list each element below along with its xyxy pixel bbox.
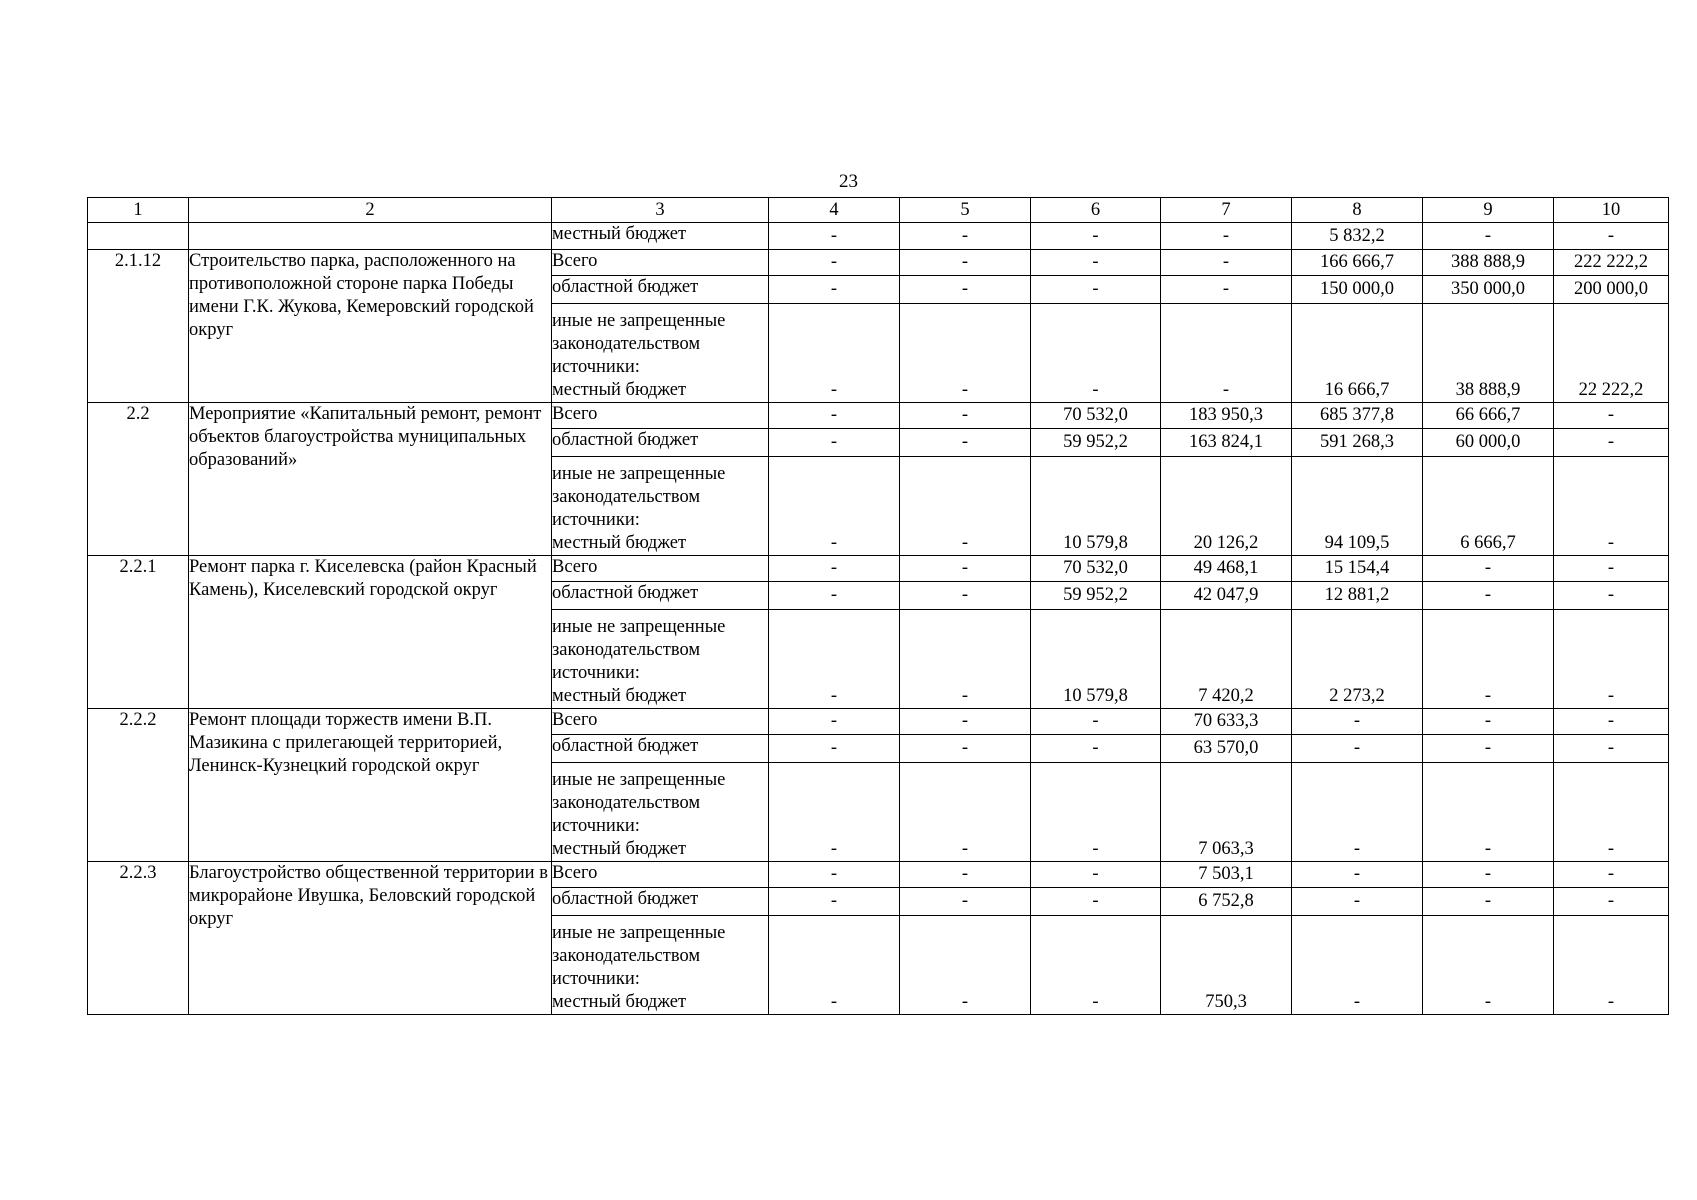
value-cell: - <box>1423 709 1554 735</box>
item-code: 2.2.2 <box>88 709 189 862</box>
value-cell: - <box>1161 276 1292 304</box>
value-cell: 70 532,0 <box>1031 556 1161 582</box>
value-cell: 70 532,0 <box>1031 403 1161 429</box>
value-cell: - <box>1554 429 1669 457</box>
value-cell: - <box>1292 709 1423 735</box>
source-line: источники: <box>552 969 640 989</box>
value-cell: 222 222,2 <box>1554 250 1669 276</box>
value-cell: - <box>769 250 900 276</box>
value-cell: - <box>1031 223 1161 250</box>
value-cell: - <box>769 888 900 916</box>
value-cell: 200 000,0 <box>1554 276 1669 304</box>
value-cell: 42 047,9 <box>1161 582 1292 610</box>
value-cell: - <box>769 916 900 1015</box>
value-cell: 59 952,2 <box>1031 582 1161 610</box>
value-cell: 63 570,0 <box>1161 735 1292 763</box>
value-cell: 15 154,4 <box>1292 556 1423 582</box>
value-cell: 2 273,2 <box>1292 610 1423 709</box>
header-cell: 8 <box>1292 198 1423 223</box>
value-cell: - <box>900 610 1031 709</box>
value-cell: 49 468,1 <box>1161 556 1292 582</box>
value-cell: - <box>900 763 1031 862</box>
value-cell: - <box>769 457 900 556</box>
value-cell: 150 000,0 <box>1292 276 1423 304</box>
value-cell: - <box>769 304 900 403</box>
value-cell: - <box>1161 223 1292 250</box>
source-line: законодательством <box>552 487 701 507</box>
value-cell: 10 579,8 <box>1031 457 1161 556</box>
table-row <box>88 250 1669 276</box>
item-name: Ремонт площади торжеств имени В.П. Мазикина с прилегающей территорией, Ленинск-Кузнецкий городской округ <box>189 709 552 862</box>
source-cell <box>552 763 769 862</box>
budget-table <box>87 197 1669 1015</box>
source-cell: областной бюджет <box>552 735 769 763</box>
value-cell: 20 126,2 <box>1161 457 1292 556</box>
source-line: законодательством <box>552 640 701 660</box>
value-cell: 388 888,9 <box>1423 250 1554 276</box>
value-cell: 60 000,0 <box>1423 429 1554 457</box>
source-cell: областной бюджет <box>552 276 769 304</box>
source-cell <box>552 457 769 556</box>
value-cell: - <box>900 709 1031 735</box>
value-cell: - <box>900 276 1031 304</box>
value-cell: - <box>1423 735 1554 763</box>
value-cell: - <box>1031 250 1161 276</box>
source-line: иные не запрещенные <box>552 923 726 943</box>
value-cell: - <box>769 403 900 429</box>
value-cell: - <box>1423 888 1554 916</box>
item-name: Ремонт парка г. Киселевска (район Красный Камень), Киселевский городской округ <box>189 556 552 709</box>
table-row <box>88 862 1669 888</box>
value-cell: - <box>769 223 900 250</box>
source-cell <box>552 916 769 1015</box>
value-cell: - <box>1031 276 1161 304</box>
value-cell: - <box>900 250 1031 276</box>
source-line: законодательством <box>552 946 701 966</box>
source-line: источники: <box>552 357 640 377</box>
item-code: 2.2.3 <box>88 862 189 1015</box>
value-cell: - <box>1031 735 1161 763</box>
header-cell: 1 <box>88 198 189 223</box>
value-cell: - <box>1554 888 1669 916</box>
value-cell: 7 503,1 <box>1161 862 1292 888</box>
value-cell: - <box>769 556 900 582</box>
source-cell: Всего <box>552 556 769 582</box>
table-row <box>88 556 1669 582</box>
value-cell: - <box>900 223 1031 250</box>
source-line: источники: <box>552 663 640 683</box>
value-cell: - <box>769 610 900 709</box>
value-cell: 591 268,3 <box>1292 429 1423 457</box>
value-cell: 6 752,8 <box>1161 888 1292 916</box>
value-cell: - <box>1554 457 1669 556</box>
value-cell: 66 666,7 <box>1423 403 1554 429</box>
value-cell: - <box>1031 862 1161 888</box>
source-line: законодательством <box>552 334 701 354</box>
source-line: источники: <box>552 816 640 836</box>
value-cell: 22 222,2 <box>1554 304 1669 403</box>
source-line: источники: <box>552 510 640 530</box>
value-cell: 94 109,5 <box>1292 457 1423 556</box>
value-cell: - <box>1423 556 1554 582</box>
value-cell: - <box>1292 862 1423 888</box>
value-cell: - <box>1292 735 1423 763</box>
value-cell: - <box>900 888 1031 916</box>
item-name: Мероприятие «Капитальный ремонт, ремонт объектов благоустройства муниципальных образований» <box>189 403 552 556</box>
value-cell: - <box>769 582 900 610</box>
empty-code-cell <box>88 223 189 250</box>
header-cell: 6 <box>1031 198 1161 223</box>
value-cell: - <box>769 763 900 862</box>
value-cell: - <box>900 862 1031 888</box>
source-cell: Всего <box>552 403 769 429</box>
value-cell: - <box>1292 888 1423 916</box>
value-cell: - <box>1554 556 1669 582</box>
value-cell: - <box>1554 403 1669 429</box>
value-cell: - <box>900 556 1031 582</box>
source-line: иные не запрещенные <box>552 617 726 637</box>
value-cell: 750,3 <box>1161 916 1292 1015</box>
value-cell: 16 666,7 <box>1292 304 1423 403</box>
value-cell: - <box>1554 763 1669 862</box>
value-cell: - <box>1031 888 1161 916</box>
source-cell: областной бюджет <box>552 582 769 610</box>
value-cell: 70 633,3 <box>1161 709 1292 735</box>
value-cell: - <box>900 429 1031 457</box>
source-cell: Всего <box>552 250 769 276</box>
item-name: Благоустройство общественной территории в микрорайоне Ивушка, Беловский городской округ <box>189 862 552 1015</box>
value-cell: 163 824,1 <box>1161 429 1292 457</box>
value-cell: - <box>1292 916 1423 1015</box>
value-cell: - <box>1423 862 1554 888</box>
value-cell: - <box>1423 610 1554 709</box>
source-lines <box>552 769 768 861</box>
source-cell: Всего <box>552 862 769 888</box>
header-cell: 5 <box>900 198 1031 223</box>
empty-name-cell <box>189 223 552 250</box>
value-cell: 685 377,8 <box>1292 403 1423 429</box>
value-cell: - <box>1554 916 1669 1015</box>
value-cell: 5 832,2 <box>1292 223 1423 250</box>
value-cell: - <box>1161 304 1292 403</box>
value-cell: - <box>769 709 900 735</box>
source-line: законодательством <box>552 793 701 813</box>
item-code: 2.1.12 <box>88 250 189 403</box>
value-cell: 7 063,3 <box>1161 763 1292 862</box>
value-cell: - <box>1554 735 1669 763</box>
source-lines <box>552 922 768 1014</box>
value-cell: - <box>900 403 1031 429</box>
value-cell: - <box>900 457 1031 556</box>
table-row <box>88 403 1669 429</box>
value-cell: - <box>1423 223 1554 250</box>
value-cell: 7 420,2 <box>1161 610 1292 709</box>
item-name: Строительство парка, расположенного на противоположной стороне парка Победы имени Г.К. Жукова, Кемеровский городской округ <box>189 250 552 403</box>
source-line: местный бюджет <box>552 533 687 553</box>
source-lines <box>552 463 768 555</box>
source-line: местный бюджет <box>552 380 687 400</box>
value-cell: - <box>1554 582 1669 610</box>
source-line: местный бюджет <box>552 992 687 1012</box>
value-cell: 166 666,7 <box>1292 250 1423 276</box>
value-cell: - <box>1554 862 1669 888</box>
source-cell: областной бюджет <box>552 888 769 916</box>
source-line: местный бюджет <box>552 686 687 706</box>
header-cell: 9 <box>1423 198 1554 223</box>
value-cell: - <box>1031 916 1161 1015</box>
value-cell: - <box>769 276 900 304</box>
header-cell: 10 <box>1554 198 1669 223</box>
source-lines <box>552 310 768 402</box>
value-cell: - <box>1554 610 1669 709</box>
source-cell <box>552 304 769 403</box>
source-cell: местный бюджет <box>552 223 769 250</box>
item-code: 2.2 <box>88 403 189 556</box>
value-cell: 10 579,8 <box>1031 610 1161 709</box>
value-cell: - <box>1161 250 1292 276</box>
value-cell: - <box>900 304 1031 403</box>
value-cell: 38 888,9 <box>1423 304 1554 403</box>
carryover-row <box>88 223 1669 250</box>
source-cell <box>552 610 769 709</box>
value-cell: - <box>1423 763 1554 862</box>
header-cell: 7 <box>1161 198 1292 223</box>
source-line: местный бюджет <box>552 839 687 859</box>
value-cell: 183 950,3 <box>1161 403 1292 429</box>
page-number: 23 <box>839 171 858 192</box>
value-cell: 12 881,2 <box>1292 582 1423 610</box>
value-cell: - <box>900 582 1031 610</box>
header-row <box>88 198 1669 223</box>
value-cell: - <box>1554 709 1669 735</box>
value-cell: - <box>1031 304 1161 403</box>
table-row <box>88 709 1669 735</box>
value-cell: - <box>900 735 1031 763</box>
value-cell: - <box>769 862 900 888</box>
value-cell: - <box>1423 916 1554 1015</box>
value-cell: - <box>1423 582 1554 610</box>
source-cell: Всего <box>552 709 769 735</box>
header-cell: 3 <box>552 198 769 223</box>
source-line: иные не запрещенные <box>552 311 726 331</box>
item-code: 2.2.1 <box>88 556 189 709</box>
value-cell: 59 952,2 <box>1031 429 1161 457</box>
header-cell: 2 <box>189 198 552 223</box>
value-cell: - <box>1292 763 1423 862</box>
source-lines <box>552 616 768 708</box>
value-cell: 350 000,0 <box>1423 276 1554 304</box>
value-cell: - <box>1554 223 1669 250</box>
value-cell: - <box>769 429 900 457</box>
source-line: иные не запрещенные <box>552 464 726 484</box>
value-cell: 6 666,7 <box>1423 457 1554 556</box>
value-cell: - <box>900 916 1031 1015</box>
source-cell: областной бюджет <box>552 429 769 457</box>
value-cell: - <box>1031 763 1161 862</box>
header-cell: 4 <box>769 198 900 223</box>
source-line: иные не запрещенные <box>552 770 726 790</box>
value-cell: - <box>769 735 900 763</box>
value-cell: - <box>1031 709 1161 735</box>
